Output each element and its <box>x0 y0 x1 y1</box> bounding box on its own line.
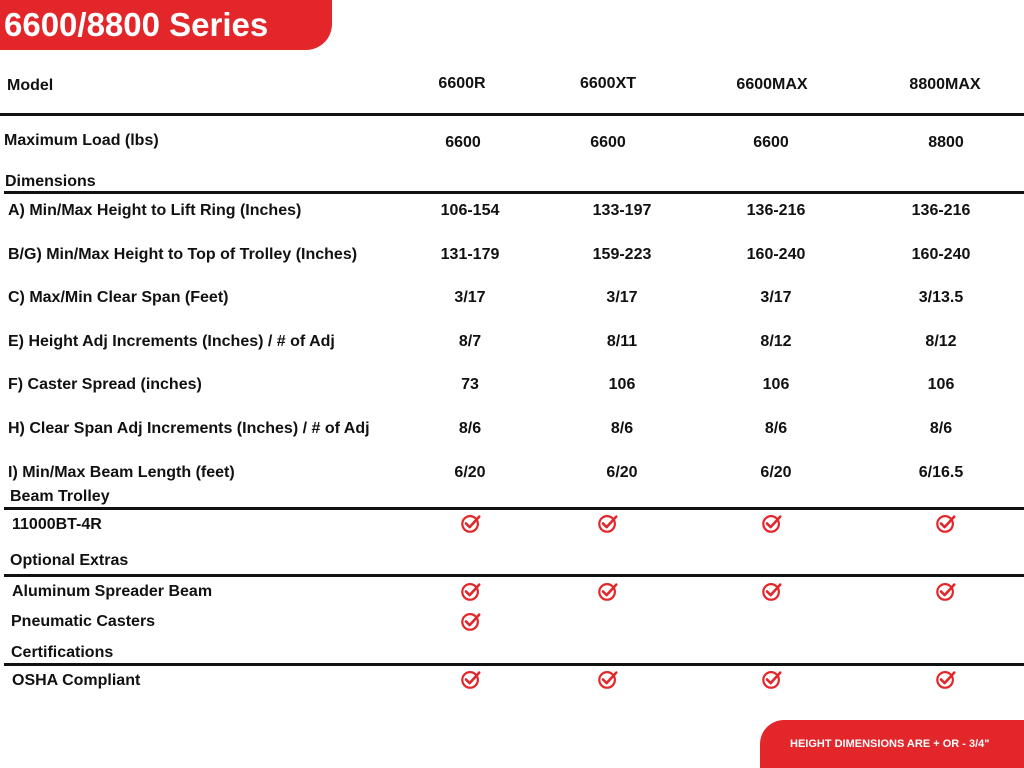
model-header-6600xt: 6600XT <box>579 75 637 92</box>
dimension-value: 3/17 <box>606 289 638 306</box>
section-certifications: Certifications <box>11 644 114 661</box>
feature-row-label: Pneumatic Casters <box>11 613 156 630</box>
dimension-value: 106-154 <box>440 202 500 219</box>
dimension-value: 136-216 <box>746 202 806 219</box>
dimension-value: 6/20 <box>454 464 486 481</box>
dimension-value: 8/6 <box>458 420 482 437</box>
dimension-row-label: F) Caster Spread (inches) <box>8 376 202 393</box>
check-circle-icon <box>761 512 783 534</box>
dimension-value: 6/20 <box>760 464 792 481</box>
footer-note: HEIGHT DIMENSIONS ARE + OR - 3/4" <box>760 720 1024 768</box>
section-dimensions: Dimensions <box>5 173 96 190</box>
dimension-value: 8/6 <box>929 420 953 437</box>
dimension-value: 106 <box>608 376 636 393</box>
dimension-value: 3/17 <box>454 289 486 306</box>
check-circle-icon <box>935 668 957 690</box>
dimension-value: 131-179 <box>440 246 500 263</box>
section-optional-extras: Optional Extras <box>10 552 129 569</box>
check-circle-icon <box>935 580 957 602</box>
check-circle-icon <box>935 512 957 534</box>
dimension-value: 6/16.5 <box>918 464 964 481</box>
dimension-value: 3/13.5 <box>918 289 964 306</box>
dimension-value: 8/7 <box>458 333 482 350</box>
model-header-6600max: 6600MAX <box>736 76 808 93</box>
page-title: 6600/8800 Series <box>0 0 332 50</box>
check-circle-icon <box>460 512 482 534</box>
check-circle-icon <box>597 512 619 534</box>
model-header-6600r: 6600R <box>438 75 486 92</box>
dimension-value: 106 <box>927 376 955 393</box>
dimension-value: 8/11 <box>606 333 638 350</box>
max-load-value: 6600 <box>590 134 626 151</box>
check-circle-icon <box>460 668 482 690</box>
dimension-value: 3/17 <box>760 289 792 306</box>
model-header-8800max: 8800MAX <box>909 76 981 93</box>
dimension-row-label: E) Height Adj Increments (Inches) / # of Adj <box>8 333 335 350</box>
check-circle-icon <box>460 610 482 632</box>
dimension-row-label: I) Min/Max Beam Length (feet) <box>8 464 235 481</box>
divider-dimensions <box>4 191 1024 194</box>
dimension-row-label: A) Min/Max Height to Lift Ring (Inches) <box>8 202 302 219</box>
check-circle-icon <box>597 580 619 602</box>
dimension-value: 160-240 <box>911 246 971 263</box>
section-beam-trolley: Beam Trolley <box>10 488 110 505</box>
dimension-row-label: H) Clear Span Adj Increments (Inches) / # of Adj <box>8 420 370 437</box>
dimension-value: 73 <box>461 376 479 393</box>
dimension-value: 106 <box>762 376 790 393</box>
model-header-label: Model <box>7 77 54 94</box>
dimension-value: 159-223 <box>592 246 652 263</box>
dimension-row-label: B/G) Min/Max Height to Top of Trolley (Inches) <box>8 246 358 263</box>
feature-row-label: OSHA Compliant <box>12 672 141 689</box>
divider-optional-extras <box>4 574 1024 577</box>
max-load-value: 6600 <box>445 134 481 151</box>
check-circle-icon <box>761 668 783 690</box>
dimension-value: 8/12 <box>925 333 957 350</box>
dimension-value: 6/20 <box>606 464 638 481</box>
dimension-value: 8/6 <box>764 420 788 437</box>
max-load-value: 8800 <box>928 134 964 151</box>
divider-certifications <box>4 663 1024 666</box>
dimension-value: 136-216 <box>911 202 971 219</box>
check-circle-icon <box>597 668 619 690</box>
divider-header <box>0 113 1024 116</box>
feature-row-label: Aluminum Spreader Beam <box>12 583 213 600</box>
dimension-value: 8/6 <box>610 420 634 437</box>
dimension-value: 160-240 <box>746 246 806 263</box>
max-load-label: Maximum Load (lbs) <box>4 132 159 149</box>
dimension-value: 133-197 <box>592 202 652 219</box>
dimension-value: 8/12 <box>760 333 792 350</box>
max-load-value: 6600 <box>753 134 789 151</box>
check-circle-icon <box>460 580 482 602</box>
check-circle-icon <box>761 580 783 602</box>
dimension-row-label: C) Max/Min Clear Span (Feet) <box>8 289 229 306</box>
divider-beam-trolley <box>4 507 1024 510</box>
feature-row-label: 11000BT-4R <box>12 516 102 533</box>
